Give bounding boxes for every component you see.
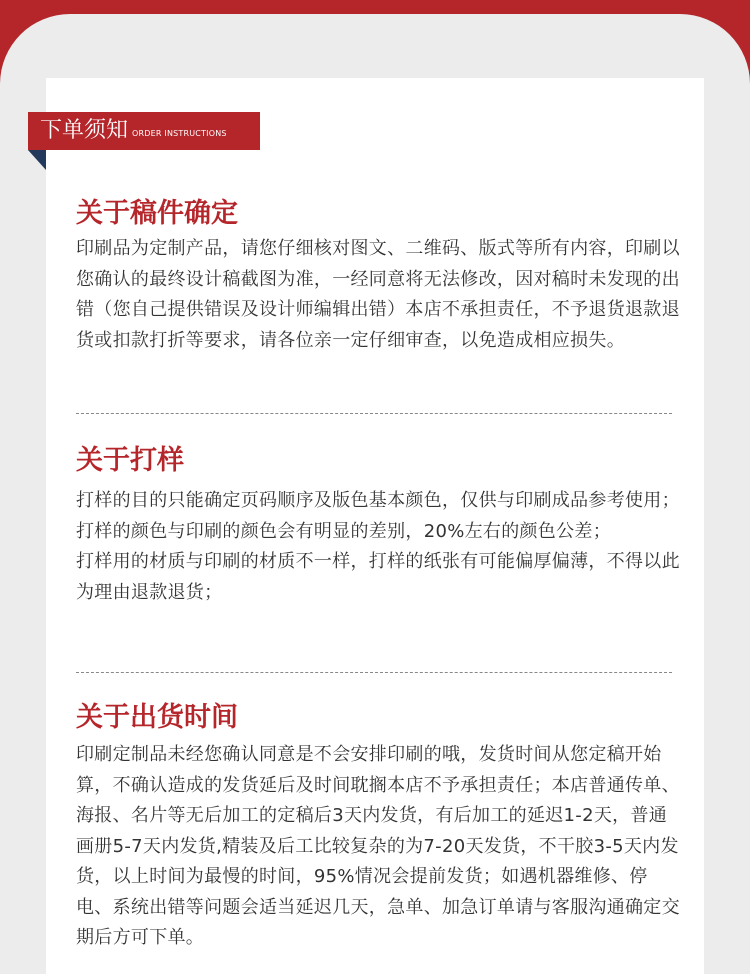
section-proofing — [76, 443, 680, 608]
section-title: 关于稿件确定 — [76, 198, 238, 229]
dashed-divider — [76, 413, 672, 414]
header-banner — [28, 112, 260, 150]
dashed-divider — [76, 672, 672, 673]
header-subtitle: ORDER INSTRUCTIONS — [132, 129, 227, 138]
section-paragraph: 印刷品为定制产品，请您仔细核对图文、二维码、版式等所有内容，印刷以您确认的最终设计稿截图为准，一经同意将无法修改，因对稿时未发现的出错（您自己提供错误及设计师编辑出错）本店不承担责任，不予退货退款退货或扣款打折等要求，请各位亲一定仔细审查，以免造成相应损失。 — [76, 238, 680, 351]
section-body — [76, 740, 680, 954]
section-paragraph: 打样的目的只能确定页码顺序及版色基本颜色，仅供与印刷成品参考使用； — [76, 490, 680, 511]
section-paragraph: 打样用的材质与印刷的材质不一样，打样的纸张有可能偏厚偏薄，不得以此为理由退款退货； — [76, 551, 680, 603]
header-title: 下单须知 — [40, 118, 129, 143]
section-body — [76, 234, 680, 356]
section-paragraph: 打样的颜色与印刷的颜色会有明显的差别，20%左右的颜色公差； — [76, 520, 612, 542]
section-shipping-time — [76, 700, 680, 954]
section-paragraph: 印刷定制品未经您确认同意是不会安排印刷的哦，发货时间从您定稿开始算，不确认造成的发货延后及时间耽搁本店不予承担责任；本店普通传单、海报、名片等无后加工的定稿后3天内发货，有后加工的延迟1-2天，普通画册5-7天内发货,精装及后工比较复杂的为7-20天发货，不干胶3-5天内发货，以上时间为最慢的时间，95%情况会提前发货；如遇机器维修、停电、系统出错等问题会适当延迟几天，急单、加急订单请与客服沟通确定交期后方可下单。 — [76, 744, 680, 948]
banner-fold-ribbon — [28, 150, 46, 170]
section-title: 关于出货时间 — [76, 702, 238, 733]
section-draft-confirmation — [76, 196, 680, 356]
section-body — [76, 486, 680, 608]
section-title: 关于打样 — [76, 445, 184, 476]
